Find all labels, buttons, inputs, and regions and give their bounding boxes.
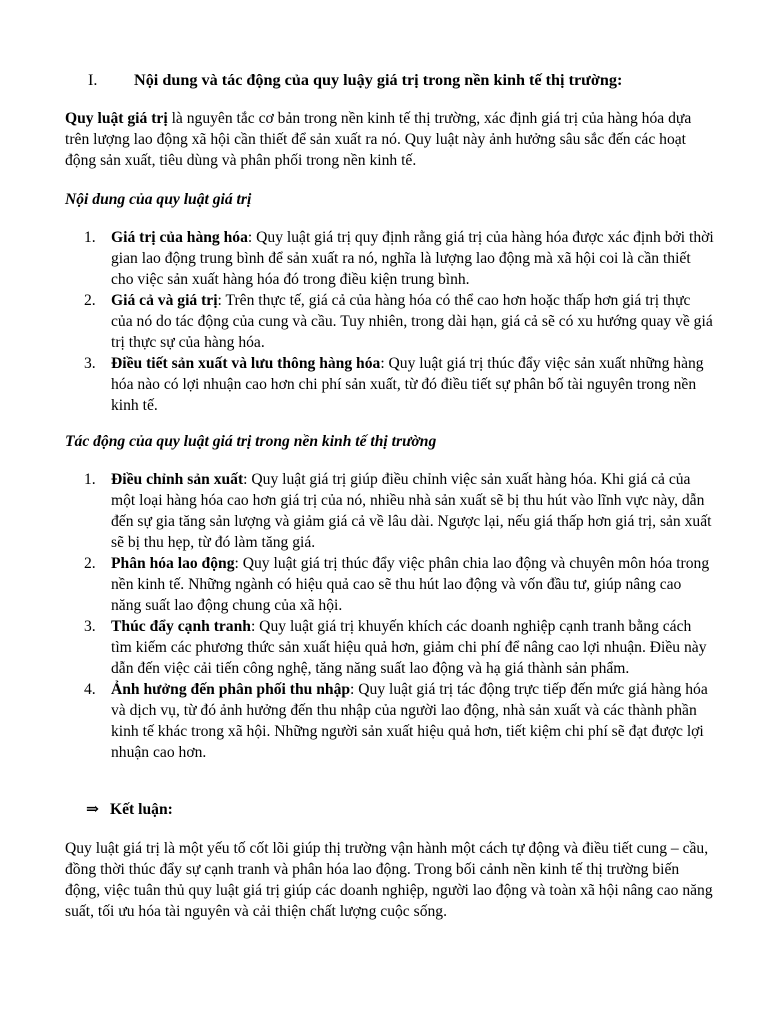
section1-list — [65, 227, 715, 416]
list-item-number: 4. — [84, 681, 96, 698]
list-item — [65, 616, 715, 679]
intro-term: Quy luật giá trị — [65, 110, 168, 127]
list-item — [65, 290, 715, 353]
list-item-number: 2. — [84, 555, 96, 572]
list-item-number: 3. — [84, 355, 96, 372]
section2-title: Tác động của quy luật giá trị trong nền kinh tế thị trường — [65, 433, 437, 450]
list-item — [65, 227, 715, 290]
heading-title: Nội dung và tác động của quy luậy giá trị trong nền kinh tế thị trường: — [134, 71, 623, 89]
list-item-term: Giá trị của hàng hóa — [111, 229, 248, 246]
conclusion-label: Kết luận: — [110, 801, 173, 818]
list-item-text: : Quy luật giá trị thúc đẩy việc phân chia lao động và chuyên môn hóa trong nền kinh tế. Những ngành có hiệu quả cao sẽ thu hút lao động và vốn đầu tư, giúp nâng cao năng suất lao động chung của xã hội. — [111, 555, 710, 614]
section2-list — [65, 469, 715, 763]
list-item-term: Phân hóa lao động — [111, 555, 235, 572]
conclusion-paragraph: Quy luật giá trị là một yếu tố cốt lõi giúp thị trường vận hành một cách tự động và điều tiết cung – cầu, đồng thời thúc đẩy sự cạnh tranh và phân hóa lao động. Trong bối cảnh nền kinh tế thị trường biến động, việc tuân thủ quy luật giá trị giúp các doanh nghiệp, người lao động và toàn xã hội nâng cao năng suất, tối ưu hóa tài nguyên và cải thiện chất lượng cuộc sống. — [65, 840, 713, 920]
intro-text: là nguyên tắc cơ bản trong nền kinh tế thị trường, xác định giá trị của hàng hóa dựa trên lượng lao động xã hội cần thiết để sản xuất ra nó. Quy luật này ảnh hưởng sâu sắc đến các hoạt động sản xuất, tiêu dùng và phân phối trong nền kinh tế. — [65, 110, 692, 169]
arrow-icon: ⇒ — [86, 801, 100, 818]
list-item-term: Ảnh hưởng đến phân phối thu nhập — [111, 681, 351, 698]
list-item-text: : Quy luật giá trị quy định rằng giá trị của hàng hóa được xác định bởi thời gian lao động trung bình để sản xuất ra nó, nghĩa là lượng lao động mà xã hội coi là cần thiết cho việc sản xuất hàng hóa đó trong điều kiện trung bình. — [111, 229, 714, 288]
list-item-term: Điều chỉnh sản xuất — [111, 471, 244, 488]
list-item — [65, 353, 715, 416]
list-item-term: Điều tiết sản xuất và lưu thông hàng hóa — [111, 355, 381, 372]
list-item-number: 1. — [84, 471, 96, 488]
list-item-number: 2. — [84, 292, 96, 309]
list-item-text: : Quy luật giá trị thúc đẩy việc sản xuất những hàng hóa nào có lợi nhuận cao hơn chi phí sản xuất, từ đó điều tiết sự phân bố tài nguyên trong nền kinh tế. — [111, 355, 704, 414]
list-item-text: : Quy luật giá trị giúp điều chỉnh việc sản xuất hàng hóa. Khi giá cả của một loại hàng hóa cao hơn giá trị của nó, nhiều nhà sản xuất sẽ bị thu hút vào lĩnh vực này, dẫn đến sự gia tăng sản lượng và giảm giá cả về lâu dài. Ngược lại, nếu giá thấp hơn giá trị, sản xuất sẽ bị thu hẹp, từ đó làm tăng giá. — [111, 471, 712, 551]
list-item-text: : Trên thực tế, giá cả của hàng hóa có thể cao hơn hoặc thấp hơn giá trị thực của nó do tác động của cung và cầu. Tuy nhiên, trong dài hạn, giá cả sẽ có xu hướng quay về giá trị thực sự của hàng hóa. — [111, 292, 713, 351]
list-item-text: : Quy luật giá trị tác động trực tiếp đến mức giá hàng hóa và dịch vụ, từ đó ảnh hưởng đến thu nhập của người lao động, nhà sản xuất và các thành phần kinh tế khác trong xã hội. Những người sản xuất hiệu quả hơn, tiết kiệm chi phí sẽ đạt được lợi nhuận cao hơn. — [111, 681, 708, 761]
list-item-number: 1. — [84, 229, 96, 246]
list-item-text: : Quy luật giá trị khuyến khích các doanh nghiệp cạnh tranh bằng cách tìm kiếm các phương thức sản xuất hiệu quả hơn, giảm chi phí để nâng cao lợi nhuận. Điều này dẫn đến việc cải tiến công nghệ, tăng năng suất lao động và hạ giá thành sản phẩm. — [111, 618, 707, 677]
list-item-term: Thúc đẩy cạnh tranh — [111, 618, 251, 635]
list-item-term: Giá cả và giá trị — [111, 292, 218, 309]
list-item — [65, 679, 715, 763]
section1-title: Nội dung của quy luật giá trị — [65, 191, 252, 208]
list-item-number: 3. — [84, 618, 96, 635]
heading-number: I. — [88, 71, 98, 89]
conclusion-heading — [86, 799, 173, 820]
list-item — [65, 553, 715, 616]
list-item — [65, 469, 715, 553]
intro-paragraph — [65, 108, 715, 171]
